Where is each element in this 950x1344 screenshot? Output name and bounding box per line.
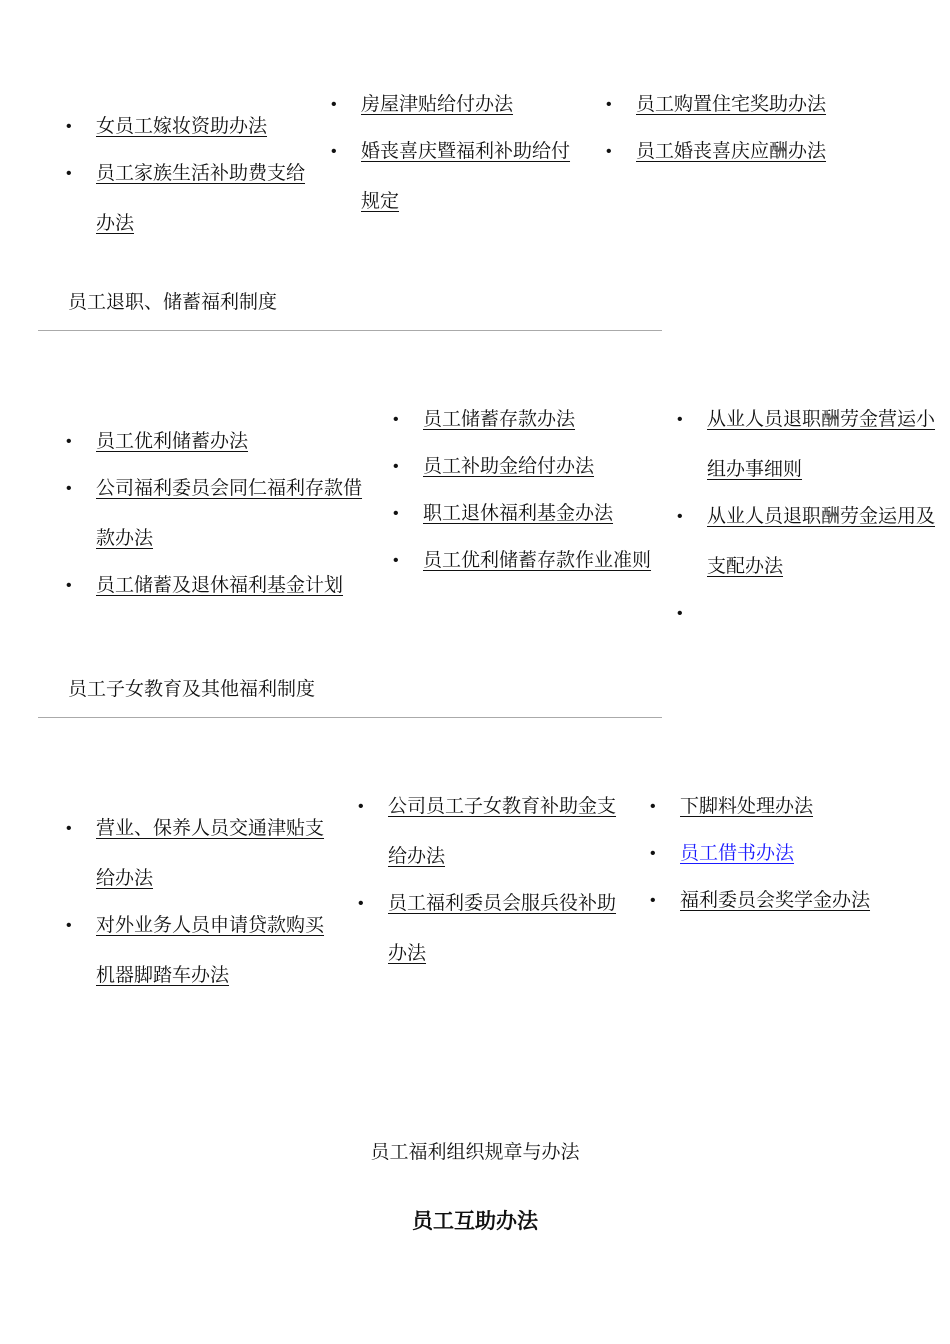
list-item	[66, 464, 376, 564]
section-heading-retirement-savings: 员工退职、储蓄福利制度	[68, 292, 278, 313]
link-savings-operation-rules[interactable]: 员工优利储蓄存款作业准则	[423, 550, 652, 571]
link-transport-allowance[interactable]: 营业、保养人员交通津贴支给办法	[96, 818, 325, 889]
list-item	[677, 395, 935, 495]
bullet-icon: •	[358, 798, 364, 815]
bullet-icon: •	[66, 165, 72, 182]
list-item	[393, 536, 661, 586]
list-item	[650, 782, 920, 832]
page-subtitle: 员工福利组织规章与办法	[370, 1142, 580, 1163]
list-item	[331, 127, 583, 227]
bullet-icon: •	[393, 411, 399, 428]
link-housing-allowance[interactable]: 房屋津贴给付办法	[361, 94, 514, 115]
link-savings-retirement-plan[interactable]: 员工储蓄及退休福利基金计划	[96, 575, 344, 596]
link-wedding-funeral-entertainment[interactable]: 员工婚丧喜庆应酬办法	[636, 141, 827, 162]
section3-col2	[358, 782, 628, 976]
bullet-icon: •	[331, 96, 337, 113]
link-bride-dowry-aid[interactable]: 女员工嫁妆资助办法	[96, 116, 268, 137]
link-home-purchase-award[interactable]: 员工购置住宅奖助办法	[636, 94, 827, 115]
bullet-icon: •	[66, 577, 72, 594]
section1-col1	[66, 102, 316, 246]
link-military-service-subsidy[interactable]: 员工福利委员会服兵役补助办法	[388, 893, 617, 964]
link-child-education-subsidy[interactable]: 公司员工子女教育补助金支给办法	[388, 796, 617, 867]
link-retirement-fund[interactable]: 职工退休福利基金办法	[423, 503, 614, 524]
link-subsidy-payment[interactable]: 员工补助金给付办法	[423, 456, 595, 477]
bullet-icon: •	[677, 605, 683, 622]
bullet-icon: •	[66, 820, 72, 837]
list-item	[66, 417, 376, 467]
list-item	[358, 782, 628, 882]
bullet-icon: •	[393, 458, 399, 475]
list-item	[650, 829, 920, 879]
link-preferential-savings[interactable]: 员工优利储蓄办法	[96, 431, 249, 452]
bullet-icon: •	[331, 143, 337, 160]
link-family-living-subsidy[interactable]: 员工家族生活补助费支给办法	[96, 163, 306, 234]
bullet-icon: •	[358, 895, 364, 912]
link-scholarship[interactable]: 福利委员会奖学金办法	[680, 890, 871, 911]
link-severance-allocation[interactable]: 从业人员退职酬劳金运用及支配办法	[707, 506, 936, 577]
list-item	[66, 561, 376, 611]
section-heading-education-other: 员工子女教育及其他福利制度	[68, 679, 316, 700]
list-item	[650, 876, 920, 926]
list-item	[677, 492, 935, 592]
bullet-icon: •	[66, 917, 72, 934]
page-title: 员工互助办法	[412, 1210, 538, 1233]
section1-col2	[331, 80, 583, 224]
bullet-icon: •	[677, 508, 683, 525]
link-scrap-disposal[interactable]: 下脚料处理办法	[680, 796, 814, 817]
bullet-icon: •	[650, 798, 656, 815]
list-item	[66, 149, 316, 249]
section2-col2	[393, 395, 661, 583]
bullet-icon: •	[650, 845, 656, 862]
list-item	[606, 80, 846, 130]
list-item	[66, 102, 316, 152]
bullet-icon: •	[393, 552, 399, 569]
link-savings-deposit[interactable]: 员工储蓄存款办法	[423, 409, 576, 430]
section-divider	[38, 330, 662, 331]
list-item	[358, 879, 628, 979]
list-item	[66, 804, 338, 904]
bullet-icon: •	[393, 505, 399, 522]
list-item	[66, 901, 338, 1001]
section1-col3	[606, 80, 846, 174]
link-severance-group-rules[interactable]: 从业人员退职酬劳金营运小组办事细则	[707, 409, 936, 480]
bullet-icon: •	[650, 892, 656, 909]
bullet-icon: •	[677, 411, 683, 428]
section3-col3	[650, 782, 920, 923]
section-divider	[38, 717, 662, 718]
list-item	[331, 80, 583, 130]
section2-col1	[66, 417, 376, 608]
bullet-icon: •	[66, 433, 72, 450]
section2-col3	[677, 395, 936, 622]
link-welfare-deposit-loan[interactable]: 公司福利委员会同仁福利存款借款办法	[96, 478, 363, 549]
section3-col1	[66, 804, 338, 998]
list-item	[393, 442, 661, 492]
bullet-icon: •	[606, 96, 612, 113]
link-wedding-funeral-subsidy[interactable]: 婚丧喜庆暨福利补助给付规定	[361, 141, 571, 212]
bullet-icon: •	[66, 118, 72, 135]
list-item	[606, 127, 846, 177]
list-item	[393, 395, 661, 445]
list-item	[393, 489, 661, 539]
bullet-icon: •	[606, 143, 612, 160]
bullet-icon: •	[66, 480, 72, 497]
link-book-borrowing[interactable]: 员工借书办法	[680, 843, 795, 864]
link-motorcycle-loan[interactable]: 对外业务人员申请贷款购买机器脚踏车办法	[96, 915, 325, 986]
